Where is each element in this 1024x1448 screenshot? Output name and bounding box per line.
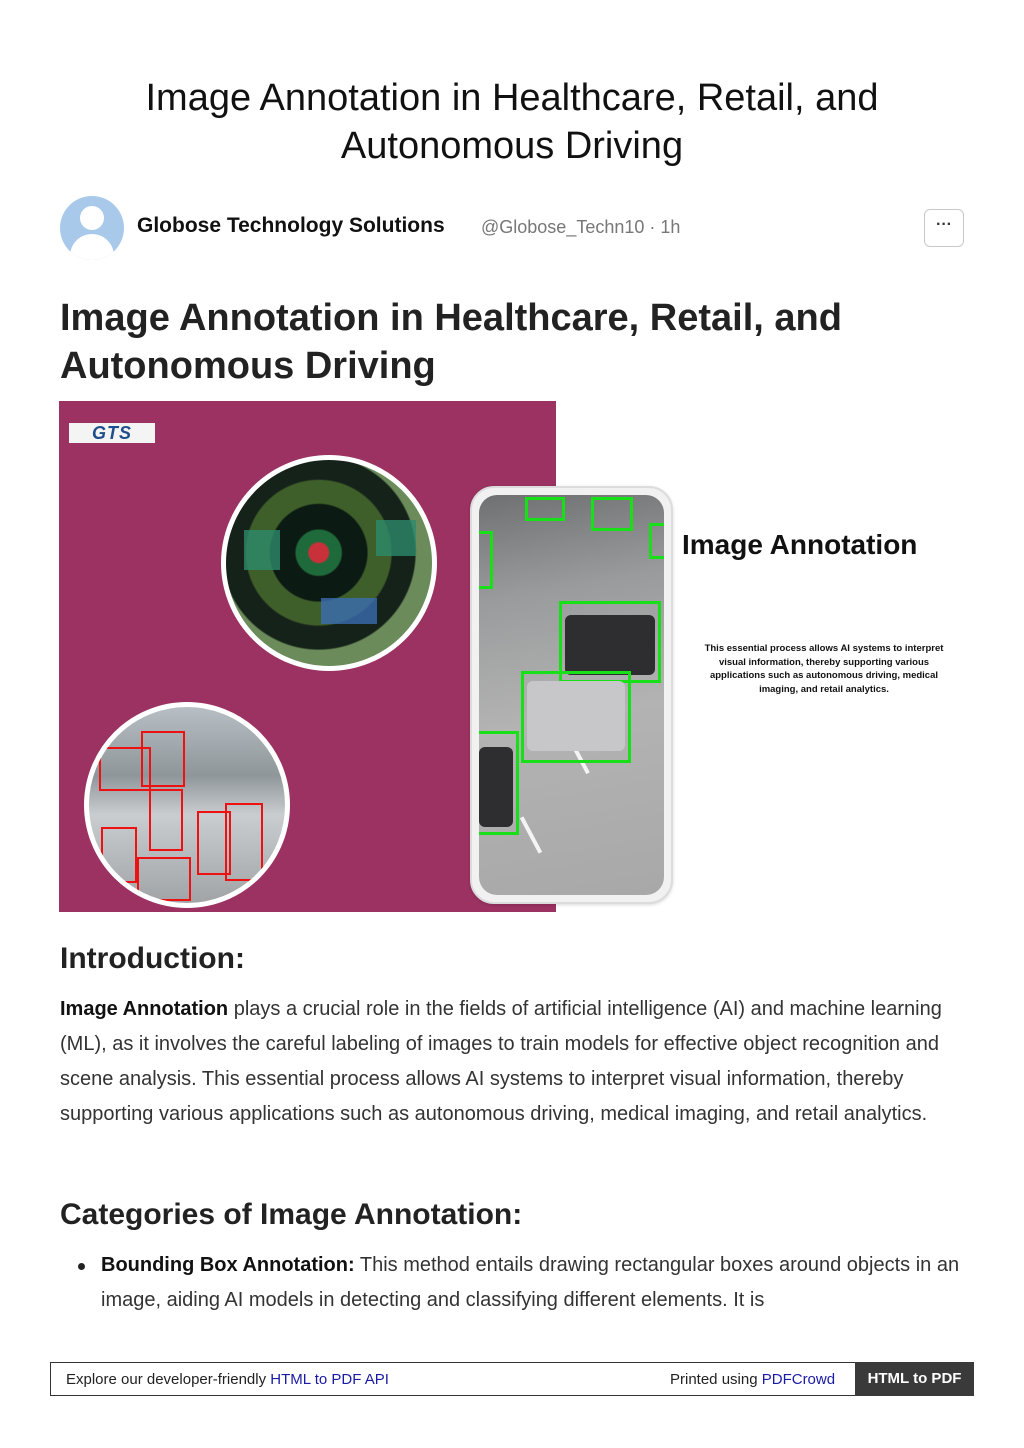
intro-lead: Image Annotation bbox=[60, 998, 229, 1020]
intro-heading: Introduction: bbox=[60, 942, 245, 975]
author-name[interactable]: Globose Technology Solutions bbox=[137, 214, 445, 237]
author-row bbox=[60, 196, 964, 262]
hero-image bbox=[59, 401, 964, 913]
list-item-term: Bounding Box Annotation: bbox=[101, 1254, 355, 1276]
article-title-line-1: Image Annotation in Healthcare, Retail, and bbox=[60, 297, 842, 339]
bounding-box bbox=[521, 671, 631, 763]
hero-subtext-line-2: visual information, thereby supporting various bbox=[718, 656, 930, 668]
hero-subtext bbox=[699, 642, 949, 696]
monitor-screen bbox=[244, 530, 280, 570]
bounding-box bbox=[149, 789, 183, 851]
article-title-line-2: Autonomous Driving bbox=[60, 345, 436, 387]
more-options-button[interactable]: ··· bbox=[924, 209, 964, 247]
bounding-box bbox=[479, 531, 493, 589]
bounding-box bbox=[101, 827, 137, 883]
pdfcrowd-link[interactable]: PDFCrowd bbox=[761, 1371, 836, 1388]
author-meta bbox=[481, 217, 680, 238]
intro-body: plays a crucial role in the fields of artificial intelligence (AI) and machine learning (ML), as it involves the careful labeling of images to train models for effective object recognition and scene analysis. This essential process allows AI systems to interpret visual information, thereby supporting various applications such as autonomous driving, medical imaging, and retail analytics. bbox=[60, 998, 942, 1125]
html-to-pdf-api-link[interactable]: HTML to PDF API bbox=[270, 1371, 389, 1388]
hero-subtext-line-3: applications such as autonomous driving, medical bbox=[709, 670, 939, 681]
lane-marking bbox=[520, 816, 542, 853]
dashboard-vision-photo bbox=[221, 455, 437, 671]
hero-subtext-line-1: This essential process allows AI systems to interpret bbox=[704, 643, 944, 654]
footer-left-text: Explore our developer-friendly bbox=[66, 1371, 271, 1388]
monitor-screen bbox=[376, 520, 416, 556]
bounding-box bbox=[591, 497, 633, 531]
bounding-box bbox=[225, 803, 263, 881]
bounding-box bbox=[479, 731, 519, 835]
page-title bbox=[0, 74, 1024, 170]
monitor-screen bbox=[321, 598, 377, 624]
article-title bbox=[60, 294, 940, 390]
hero-heading: Image Annotation bbox=[682, 529, 918, 560]
post-time: · 1h bbox=[649, 217, 681, 237]
avatar[interactable] bbox=[60, 196, 124, 260]
pedestrian-annotation-photo bbox=[84, 702, 290, 908]
bounding-box bbox=[141, 731, 185, 787]
footer-bar bbox=[50, 1362, 974, 1396]
avatar-head-icon bbox=[80, 206, 104, 230]
bounding-box bbox=[649, 523, 664, 559]
footer-left bbox=[66, 1371, 389, 1388]
page-title-line-2: Autonomous Driving bbox=[340, 125, 684, 167]
bounding-box bbox=[525, 497, 565, 521]
footer-mid-text: Printed using bbox=[670, 1371, 762, 1388]
footer-mid bbox=[670, 1371, 835, 1388]
bounding-box bbox=[137, 857, 191, 901]
html-to-pdf-badge[interactable]: HTML to PDF bbox=[855, 1362, 974, 1396]
categories-list bbox=[60, 1248, 964, 1318]
road-annotation-photo bbox=[479, 495, 664, 895]
phone-mockup bbox=[470, 486, 673, 904]
hero-subtext-line-4: imaging, and retail analytics. bbox=[759, 683, 889, 695]
page-title-line-1: Image Annotation in Healthcare, Retail, and bbox=[145, 77, 879, 119]
list-item bbox=[60, 1248, 964, 1318]
gts-logo: GTS bbox=[69, 423, 155, 443]
categories-heading: Categories of Image Annotation: bbox=[60, 1198, 523, 1231]
list-item-text: This method entails drawing rectangular boxes around objects in an image, aiding AI models in detecting and classifying different elements. It is bbox=[101, 1254, 960, 1311]
avatar-body-icon bbox=[70, 234, 114, 260]
intro-paragraph bbox=[60, 992, 964, 1132]
author-handle[interactable]: @Globose_Techn10 bbox=[481, 217, 645, 237]
